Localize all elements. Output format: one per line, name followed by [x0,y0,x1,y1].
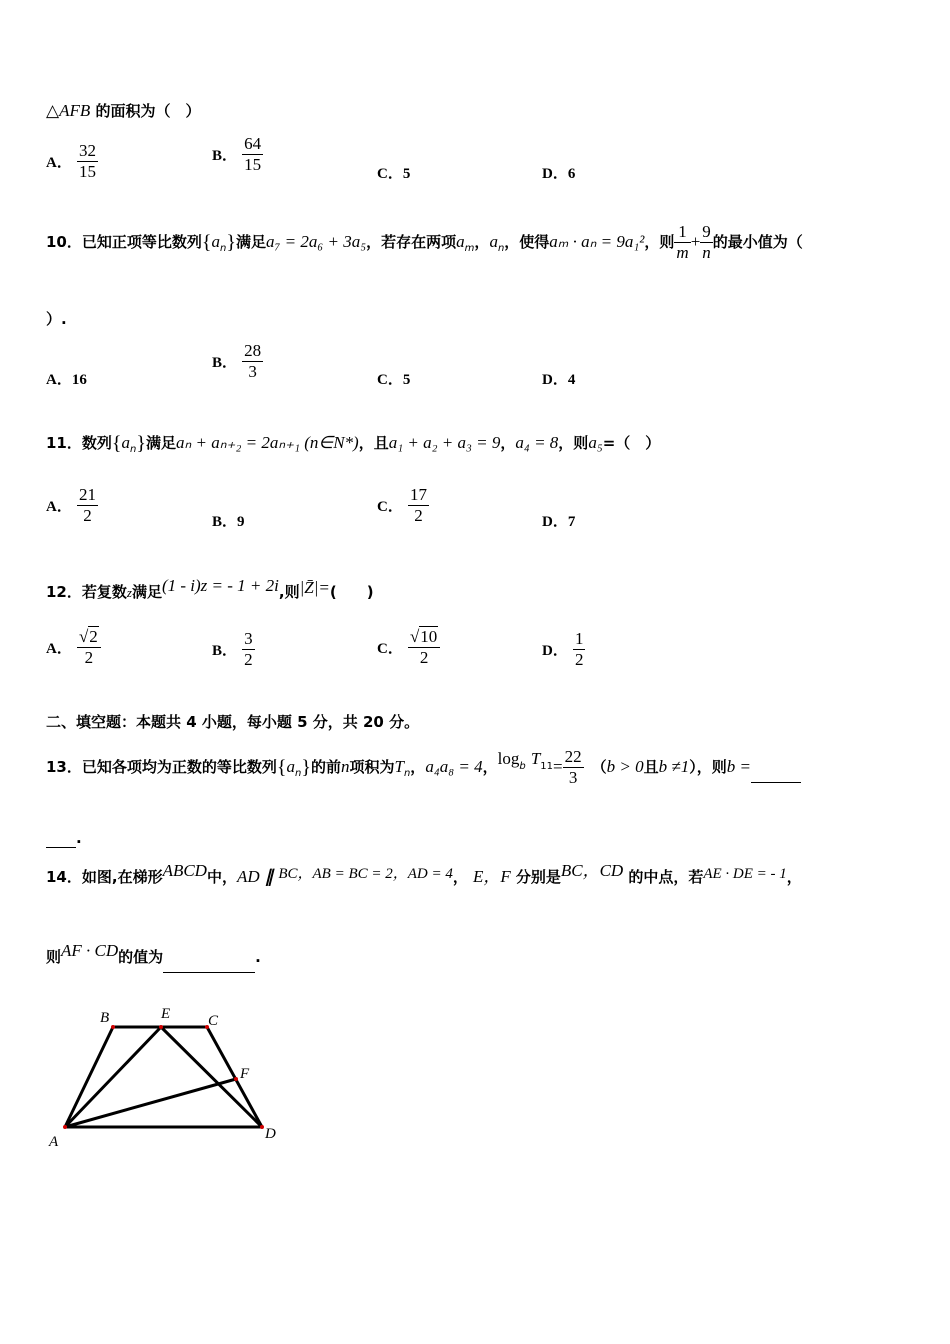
q10-option-c[interactable] [377,368,410,389]
q9-option-c[interactable] [377,162,410,183]
q12-option-a[interactable] [46,627,101,668]
option-label: D． [542,166,568,182]
point-b [111,1025,115,1029]
fraction: $\frac{1}{2}$ [574,629,584,669]
option-label: C． [377,166,403,182]
right-brace: } [136,432,146,455]
fraction: $\frac{64}{15}$ [244,134,262,174]
option-label: B． [212,148,238,164]
option-label: A． [46,372,72,388]
point-a [63,1125,67,1129]
option-value: 5 [402,372,411,388]
q11-option-d[interactable] [542,510,575,531]
answer-blank[interactable] [163,942,255,973]
q10-option-d[interactable] [542,368,575,389]
q10-stem: 10．已知正项等比数列$\{a_n\}$满足a₇ = 2a₆ + 3a₅，若存在两项$a_m$，$a_n$，使得aₘ · aₙ = 9a₁²，则 $\frac{1}{m}$ + $\frac{9}{n}$ 的最小值为（ [46,222,803,262]
fraction: $\frac{22}{3}$ [564,747,582,787]
q12-option-c[interactable] [377,627,440,668]
option-label: D． [542,514,568,530]
option-label: C． [377,372,403,388]
q13-condition: a₄a₈ = 4 [425,757,483,776]
question-number: 11． [46,434,82,452]
q13-stem: 13．已知各项均为正数的等比数列$\{a_n\}$的前n项积为$T_n$，a₄a₈ = 4，$\log^b T11=$ $\frac{22}{3}$ （b > 0且b ≠1），则b = [46,744,801,789]
option-value: 4 [567,372,576,388]
q11-option-a[interactable] [46,485,98,526]
fraction: $\frac{28}{3}$ [244,341,262,381]
fraction: $\frac{9}{n}$ [702,222,711,262]
fraction: $\frac{3}{2}$ [244,629,253,669]
q11-option-b[interactable] [212,510,245,531]
segment-af [65,1079,236,1127]
label-a: A [49,1134,59,1150]
fraction: $\frac{32}{15}$ [78,141,96,181]
fraction: $\frac{√10}{2}$ [408,627,440,668]
left-brace: { [201,231,212,254]
point-d [260,1125,264,1129]
q12-modulus: |Z̄|= [299,578,330,597]
q11-option-c[interactable] [377,485,429,526]
question-number: 12． [46,583,82,601]
option-label: A． [46,499,72,515]
option-label: A． [46,155,72,171]
option-value: 16 [71,372,87,388]
left-brace: { [276,756,287,779]
q13-stem-end: . [46,828,82,848]
point-f [234,1077,238,1081]
section-heading: 二、填空题：本题共 4 小题，每小题 5 分，共 20 分。 [46,713,420,731]
option-label: C． [377,641,403,657]
option-label: A． [46,641,72,657]
right-brace: } [226,231,236,254]
question-number: 13． [46,758,82,776]
option-label: D． [542,643,568,659]
q9-triangle-name: AFB [59,101,91,120]
q10-condition: a₇ = 2a₆ + 3a₅ [265,232,367,251]
label-f: F [240,1066,250,1082]
option-value: 9 [237,514,245,530]
q9-option-d[interactable] [542,162,575,183]
q11-recurrence: aₙ + aₙ₊₂ = 2aₙ₊₁ (n∈N*) [175,433,359,452]
q10-option-b[interactable] [212,341,263,382]
option-value: 6 [567,166,576,182]
fraction: $\frac{17}{2}$ [409,485,427,525]
point-e [159,1025,163,1029]
q10-stem-end: ）. [46,310,67,328]
option-label: B． [212,643,238,659]
q10-equation: aₘ · aₙ = 9a₁² [549,232,645,251]
q9-option-a[interactable] [46,141,98,182]
option-value: 7 [567,514,576,530]
q14-stem: 14．如图,在梯形ABCD中，AD ∥ BC，AB = BC = 2，AD = 4， E，F 分别是BC，CD 的中点，若AE · DE = - 1， [46,861,802,886]
option-label: C． [377,499,403,515]
option-label: D． [542,372,568,388]
q11-a4: a₄ = 8 [515,433,559,452]
question-number: 14． [46,868,82,886]
left-brace: { [111,432,122,455]
q11-stem: 11．数列$\{a_n\}$满足aₙ + aₙ₊₂ = 2aₙ₊₁ (n∈N*)，且a₁ + a₂ + a₃ = 9，a₄ = 8，则a₅=（ ） [46,432,661,455]
q14-stem-cont: 则AF · CD的值为 . [46,936,261,973]
q9-stem-tail [46,100,200,121]
option-label: B． [212,514,238,530]
q11-sum: a₁ + a₂ + a₃ = 9 [388,433,501,452]
q12-option-b[interactable] [212,629,255,670]
q12-equation: (1 - i)z = - 1 + 2i [161,576,279,595]
q12-option-d[interactable] [542,629,585,670]
answer-blank[interactable] [751,752,801,783]
label-e: E [161,1006,171,1022]
q9-stem-text: 的面积为（ ） [90,102,201,120]
label-c: C [208,1013,219,1029]
question-number: 10． [46,233,82,251]
option-value: 5 [402,166,411,182]
answer-blank[interactable] [46,828,76,848]
label-b: B [100,1010,110,1026]
trapezoid-figure [40,1000,300,1160]
option-label: B． [212,355,238,371]
fraction: $\frac{21}{2}$ [78,485,96,525]
label-d: D [265,1126,276,1142]
q9-option-b[interactable] [212,134,263,175]
q10-option-a[interactable] [46,368,87,389]
fraction: $\frac{√2}{2}$ [77,627,101,668]
q12-stem: 12．若复数z满足(1 - i)z = - 1 + 2i,则|Z̄|=( ) [46,576,374,601]
segment-ab [65,1027,113,1127]
right-brace: } [301,756,311,779]
triangle-symbol: △ [46,101,60,120]
segment-cd [207,1027,262,1127]
q11-a5: a₅ [588,433,603,452]
fraction: $\frac{1}{m}$ [676,222,689,262]
